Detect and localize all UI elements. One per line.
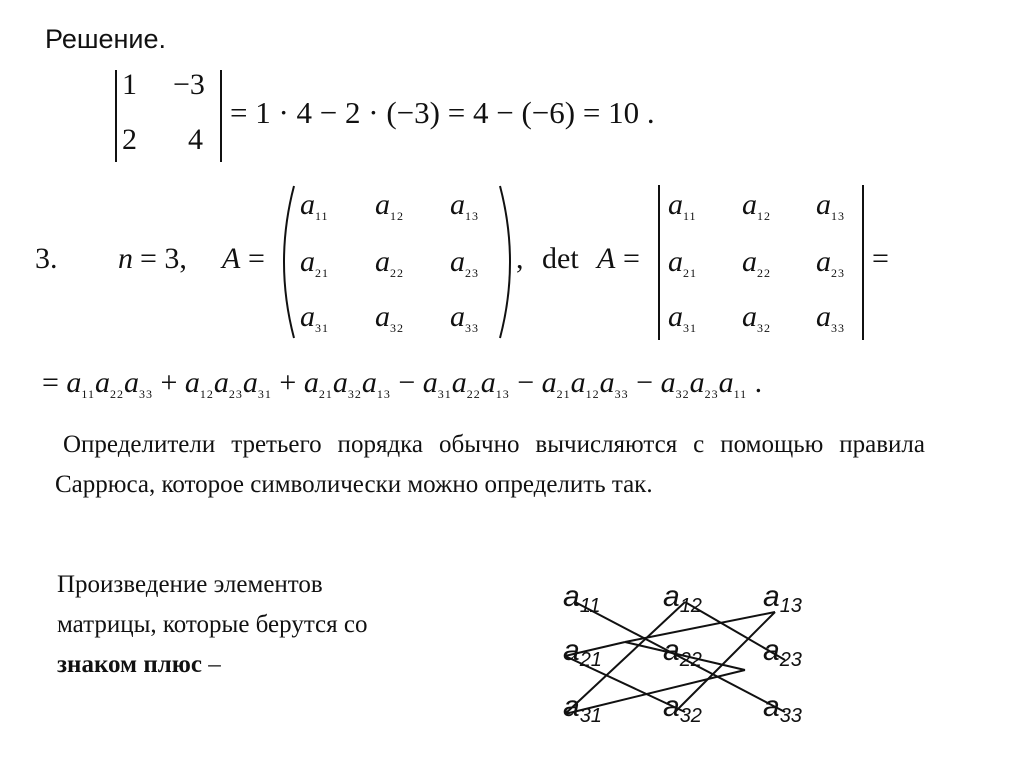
det-cell: $a_{12}$ xyxy=(742,188,771,223)
term-subscript: 23 xyxy=(228,387,243,401)
det-cell: $a_{23}$ xyxy=(816,245,845,280)
term-factor: a xyxy=(660,366,676,399)
term-subscript: 22 xyxy=(466,387,481,401)
term-subscript: 31 xyxy=(257,387,272,401)
term-factor: a xyxy=(451,366,467,399)
matrix-cell: $a_{11}$ xyxy=(300,188,329,223)
det2-left-bar xyxy=(115,70,117,162)
paragraph-plus-sign xyxy=(57,565,527,685)
paragraph-sarrus-intro: Определители третьего порядка обычно вычисляются с помощью правила Саррюса, которое символически можно определить так. xyxy=(55,431,925,498)
det-cell: $a_{21}$ xyxy=(668,245,697,280)
sarrus-label: a12 xyxy=(663,580,702,617)
term-subscript: 32 xyxy=(347,387,362,401)
term-subscript: 13 xyxy=(376,387,391,401)
expansion-term xyxy=(391,366,510,399)
sarrus-label: a32 xyxy=(663,690,702,727)
det-cell: $a_{31}$ xyxy=(668,300,697,335)
matrix-cell: $a_{33}$ xyxy=(450,300,479,335)
term-factor: a xyxy=(123,366,139,399)
det-equals: = xyxy=(623,242,640,275)
term-subscript: 33 xyxy=(138,387,153,401)
matrix-cell: $a_{13}$ xyxy=(450,188,479,223)
term-factor: a xyxy=(303,366,319,399)
det3-right-bar xyxy=(862,185,864,340)
term-sign: − xyxy=(628,366,661,399)
paragraph-line: Произведение элементов xyxy=(57,571,323,598)
term-subscript: 21 xyxy=(318,387,333,401)
expansion-term xyxy=(510,366,629,399)
term-subscript: 21 xyxy=(556,387,571,401)
det-cell: $a_{11}$ xyxy=(668,188,697,223)
matrix-cell: $a_{32}$ xyxy=(375,300,404,335)
sarrus-diagram xyxy=(545,572,835,732)
expansion-term xyxy=(629,366,747,399)
expansion-term xyxy=(153,366,272,399)
sarrus-label: a21 xyxy=(563,634,602,671)
sarrus-label: a13 xyxy=(763,580,802,617)
det2-cell: 1 xyxy=(122,68,137,101)
expansion-term xyxy=(272,366,391,399)
term-sign: + xyxy=(152,366,185,399)
det-tail-equals: = xyxy=(872,242,889,275)
det-cell: $a_{33}$ xyxy=(816,300,845,335)
matrix-cell: $a_{31}$ xyxy=(300,300,329,335)
term-subscript: 31 xyxy=(437,387,452,401)
term-factor: a xyxy=(94,366,110,399)
term-sign: + xyxy=(271,366,304,399)
term-factor: a xyxy=(184,366,200,399)
term-factor: a xyxy=(480,366,496,399)
dash: – xyxy=(201,651,221,678)
expansion-formula xyxy=(42,366,762,402)
det-a-label: A xyxy=(597,242,616,275)
sarrus-label: a23 xyxy=(763,634,802,671)
term-subscript: 12 xyxy=(585,387,600,401)
heading: Решение. xyxy=(45,24,167,54)
term-factor: a xyxy=(213,366,229,399)
paragraph-line: матрицы, которые берутся со xyxy=(57,611,368,638)
term-factor: a xyxy=(361,366,377,399)
det-label: det xyxy=(542,242,579,275)
term-factor: a xyxy=(718,366,734,399)
term-factor: a xyxy=(541,366,557,399)
det2-expression: = 1 · 4 − 2 · (−3) = 4 − (−6) = 10 . xyxy=(230,95,655,130)
bold-plus-sign: знаком плюс xyxy=(57,651,202,678)
term-factor: a xyxy=(66,366,82,399)
sarrus-label: a11 xyxy=(563,580,601,617)
term-factor: a xyxy=(242,366,258,399)
det3-left-bar xyxy=(658,185,660,340)
sarrus-label: a33 xyxy=(763,690,802,727)
sarrus-label: a22 xyxy=(663,634,702,671)
det-cell: $a_{32}$ xyxy=(742,300,771,335)
sarrus-labels xyxy=(563,580,802,727)
term-subscript: 11 xyxy=(733,387,748,401)
term-sign: − xyxy=(390,366,423,399)
matrix-cell: $a_{23}$ xyxy=(450,245,479,280)
expansion-lead: = xyxy=(42,366,67,399)
a-label: A xyxy=(222,242,241,275)
matrix-cell: $a_{21}$ xyxy=(300,245,329,280)
term-factor: a xyxy=(332,366,348,399)
term-subscript: 23 xyxy=(704,387,719,401)
det-cell: $a_{22}$ xyxy=(742,245,771,280)
det-cell: $a_{13}$ xyxy=(816,188,845,223)
n-value: = 3, xyxy=(140,242,187,275)
det2-right-bar xyxy=(220,70,222,162)
paragraph-line xyxy=(57,645,527,685)
det2-cell: −3 xyxy=(173,68,205,101)
matrix-cell: $a_{12}$ xyxy=(375,188,404,223)
det2-cell: 4 xyxy=(188,123,203,156)
sarrus-label: a31 xyxy=(563,690,602,727)
term-subscript: 33 xyxy=(614,387,629,401)
item-number: 3. xyxy=(35,242,58,275)
term-factor: a xyxy=(599,366,615,399)
term-subscript: 32 xyxy=(675,387,690,401)
term-factor: a xyxy=(422,366,438,399)
term-subscript: 12 xyxy=(199,387,214,401)
term-subscript: 22 xyxy=(109,387,124,401)
det2-cell: 2 xyxy=(122,123,137,156)
term-factor: a xyxy=(570,366,586,399)
term-subscript: 13 xyxy=(495,387,510,401)
expansion-term xyxy=(66,366,153,399)
term-factor: a xyxy=(689,366,705,399)
a-equals: = xyxy=(248,242,265,275)
term-sign: − xyxy=(509,366,542,399)
term-subscript: 11 xyxy=(81,387,95,401)
n-label: n xyxy=(118,242,133,275)
matrix-cell: $a_{22}$ xyxy=(375,245,404,280)
comma: , xyxy=(516,242,524,275)
expansion-end: . xyxy=(747,366,763,399)
